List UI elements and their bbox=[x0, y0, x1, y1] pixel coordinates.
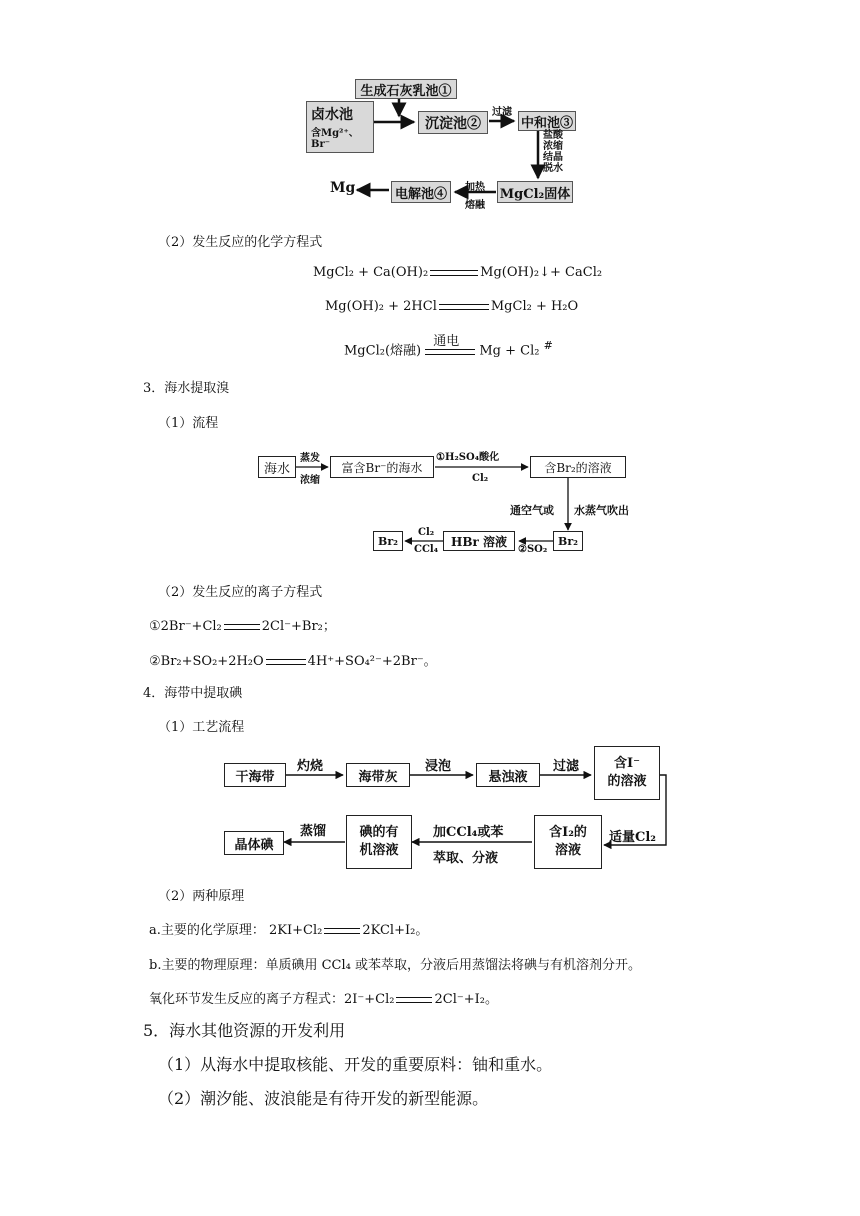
step-hcl: 盐酸 bbox=[543, 130, 563, 141]
br-eq1-left: ①2Br⁻+Cl₂ bbox=[149, 619, 222, 634]
evap-label: 蒸发 bbox=[300, 453, 320, 464]
suspension-box: 悬浊液 bbox=[476, 763, 540, 787]
mgcl2-solid-box: MgCl₂固体 bbox=[497, 181, 573, 203]
dry-kelp-box: 干海带 bbox=[224, 763, 286, 787]
principle-b: b.主要的物理原理：单质碘用 CCl₄ 或苯萃取，分液后用蒸馏法将碘与有机溶剂分开。 bbox=[149, 958, 641, 973]
extract-label: 萃取、分液 bbox=[433, 851, 499, 866]
hbr-solution-box: HBr 溶液 bbox=[443, 531, 515, 551]
precip-pool-box: 沉淀池② bbox=[418, 111, 488, 134]
mg-eq2-right: MgCl₂ + H₂O bbox=[490, 299, 579, 314]
kelp-ash-box: 海带灰 bbox=[346, 763, 410, 787]
concentrate-label: 浓缩 bbox=[300, 475, 320, 486]
mg-eq3-mark: # bbox=[543, 339, 553, 352]
section-5-title: 5．海水其他资源的开发利用 bbox=[143, 1021, 346, 1040]
br-seawater-box: 富含Br⁻的海水 bbox=[330, 456, 434, 478]
mg-eq2-left: Mg(OH)₂ + 2HCl bbox=[325, 299, 437, 314]
br-eq1-right: 2Cl⁻+Br₂； bbox=[261, 619, 336, 634]
section-5-p2: （2）潮汐能、波浪能是有待开发的新型能源。 bbox=[158, 1089, 489, 1108]
oxid-left: 氧化环节发生反应的离子方程式：2I⁻+Cl₂ bbox=[149, 992, 395, 1007]
organic-line1: 碘的有 bbox=[359, 825, 399, 840]
heat-label: 加热 bbox=[465, 182, 485, 193]
br2-box: Br₂ bbox=[553, 531, 583, 551]
add-solvent-label: 加CCl₄或苯 bbox=[433, 825, 504, 840]
principle-a-right: 2KCl+I₂。 bbox=[362, 923, 429, 938]
iodide-solution-box bbox=[594, 746, 660, 800]
iodine-solution-box bbox=[534, 815, 602, 869]
oxid-right: 2Cl⁻+I₂。 bbox=[434, 992, 498, 1007]
mg-eq3-cond: 通电 bbox=[433, 333, 460, 349]
soak-label: 浸泡 bbox=[425, 759, 452, 774]
organic-solution-box bbox=[346, 815, 412, 869]
cl2-label: Cl₂ bbox=[472, 473, 489, 484]
cl2-amount-label: 适量Cl₂ bbox=[609, 830, 656, 845]
mg-eq3-left: MgCl₂(熔融) bbox=[344, 343, 422, 359]
brine-label: 卤水池 bbox=[311, 107, 353, 123]
section-4-title: 4．海带中提取碘 bbox=[143, 686, 243, 701]
section-4-sub2: （2）两种原理 bbox=[158, 889, 245, 904]
step-dehydrate: 脱水 bbox=[543, 163, 563, 174]
filter-label: 过滤 bbox=[492, 107, 512, 118]
step-crystallize: 结晶 bbox=[543, 152, 563, 163]
ccl4-label: CCl₄ bbox=[414, 544, 439, 555]
distill-label: 蒸馏 bbox=[300, 824, 327, 839]
brine-note: 含Mg²⁺、Br⁻ bbox=[311, 128, 359, 150]
air-label: 通空气或 bbox=[510, 504, 554, 517]
seawater-box: 海水 bbox=[258, 456, 296, 478]
so2-label: ②SO₂ bbox=[518, 544, 548, 555]
burn-label: 灼烧 bbox=[297, 759, 324, 774]
step-concentrate: 浓缩 bbox=[543, 141, 563, 152]
iodide-line1: 含I⁻ bbox=[614, 756, 640, 771]
organic-line2: 机溶液 bbox=[359, 843, 399, 858]
section-3-sub2: （2）发生反应的离子方程式 bbox=[158, 585, 323, 600]
mg-eq3-right: Mg + Cl₂ bbox=[479, 343, 540, 359]
section-3-title: 3．海水提取溴 bbox=[143, 381, 230, 396]
electrolysis-box: 电解池④ bbox=[391, 181, 451, 203]
br2-final-box: Br₂ bbox=[373, 531, 403, 551]
section-5-p1: （1）从海水中提取核能、开发的重要原料：铀和重水。 bbox=[158, 1055, 553, 1074]
filter-i-label: 过滤 bbox=[553, 759, 580, 774]
mg-eq1-right: Mg(OH)₂↓+ CaCl₂ bbox=[480, 265, 603, 280]
iodine-line1: 含I₂的 bbox=[549, 825, 587, 840]
section-3-sub1: （1）流程 bbox=[158, 416, 219, 431]
equals-sign bbox=[396, 997, 432, 1003]
section-4-sub1: （1）工艺流程 bbox=[158, 720, 245, 735]
principle-a bbox=[149, 919, 428, 938]
crystal-iodine-box: 晶体碘 bbox=[224, 831, 284, 855]
lime-pool-box: 生成石灰乳池① bbox=[355, 79, 457, 99]
br-eq2-left: ②Br₂+SO₂+2H₂O bbox=[149, 654, 264, 669]
neutral-pool-box: 中和池③ bbox=[518, 111, 576, 131]
equals-sign bbox=[324, 928, 360, 934]
iodine-line2: 溶液 bbox=[554, 843, 581, 858]
mg-product-label: Mg bbox=[330, 180, 356, 196]
oxidation-equation bbox=[149, 988, 498, 1007]
steam-label: 水蒸气吹出 bbox=[574, 504, 629, 517]
melt-label: 熔融 bbox=[465, 200, 485, 211]
br-eq2-right: 4H⁺+SO₄²⁻+2Br⁻。 bbox=[307, 654, 437, 669]
cl2b-label: Cl₂ bbox=[418, 527, 435, 538]
br2-solution-box: 含Br₂的溶液 bbox=[530, 456, 626, 478]
mg-eq1-left: MgCl₂ + Ca(OH)₂ bbox=[313, 265, 429, 280]
principle-a-left: a.主要的化学原理： 2KI+Cl₂ bbox=[149, 923, 323, 938]
iodide-line2: 的溶液 bbox=[607, 774, 647, 789]
acidify-label: ①H₂SO₄酸化 bbox=[436, 452, 500, 463]
mg-eq-heading: （2）发生反应的化学方程式 bbox=[158, 235, 323, 250]
